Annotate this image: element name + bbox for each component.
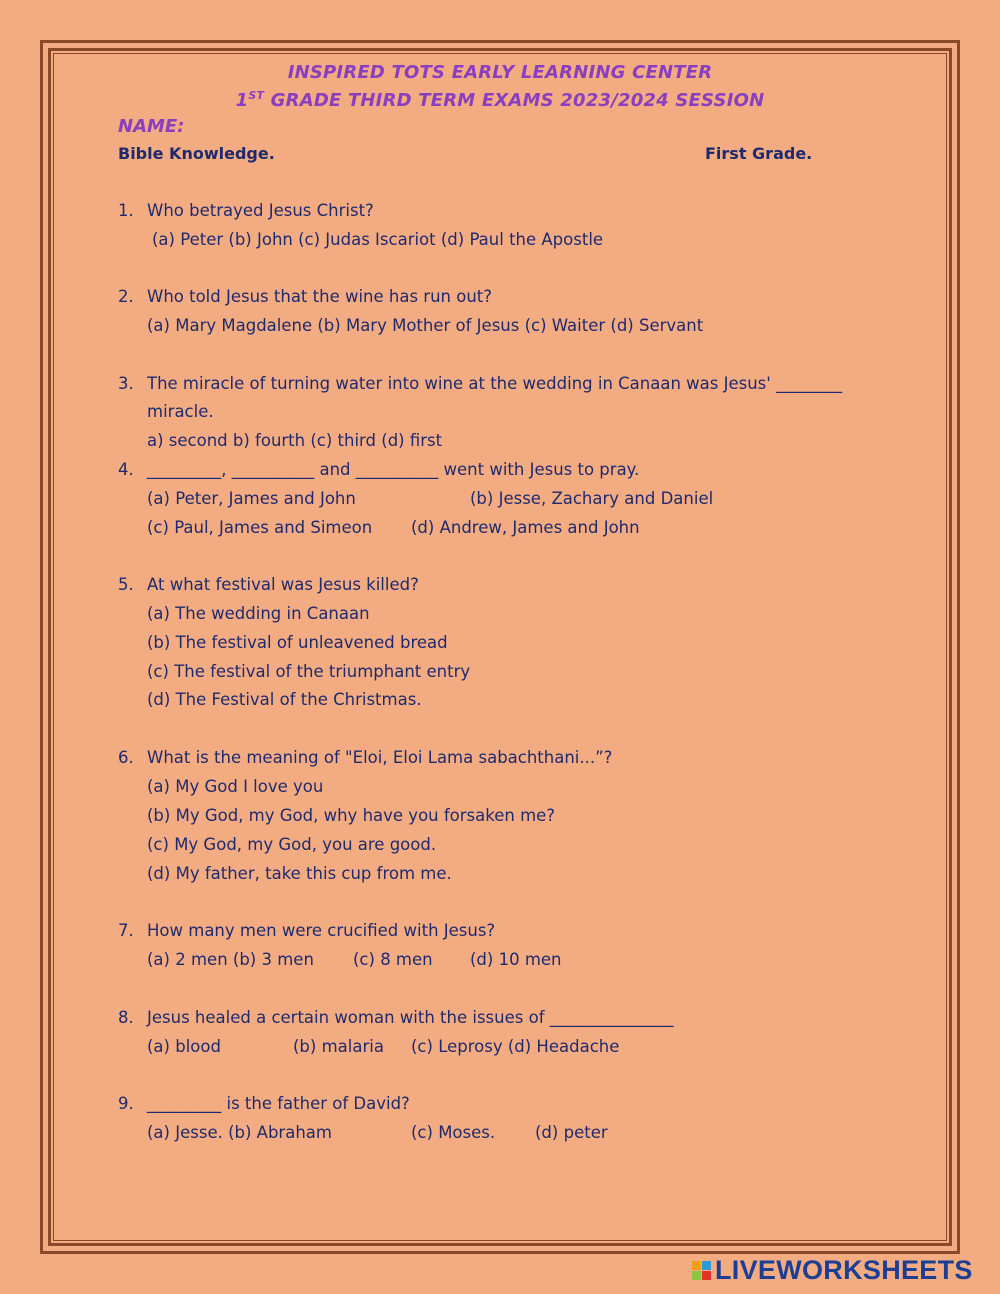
question-option: (c) Moses.: [411, 1123, 496, 1142]
subject-label: Bible Knowledge.: [118, 144, 275, 163]
question-options: (a) Peter (b) John (c) Judas Iscariot (d) Paul the Apostle: [152, 230, 604, 249]
question-number: 8.: [118, 1008, 134, 1027]
question-option: (c) Leprosy (d) Headache: [411, 1037, 620, 1056]
question-text: How many men were crucified with Jesus?: [147, 921, 496, 940]
question-option: (a) Jesse. (b) Abraham: [147, 1123, 332, 1142]
question-number: 6.: [118, 748, 134, 767]
question-option: (d) peter: [535, 1123, 608, 1142]
question-number: 7.: [118, 921, 134, 940]
question-text: _________, __________ and __________ went with Jesus to pray.: [147, 460, 640, 479]
question-option: (b) The festival of unleavened bread: [147, 633, 448, 652]
question-option: (c) Paul, James and Simeon: [147, 518, 373, 537]
grade-label: First Grade.: [705, 144, 813, 163]
question-option: (a) Peter, James and John: [147, 489, 356, 508]
question-options: a) second b) fourth (c) third (d) first: [147, 431, 443, 450]
question-number: 5.: [118, 575, 134, 594]
question-options: (a) Mary Magdalene (b) Mary Mother of Jesus (c) Waiter (d) Servant: [147, 316, 704, 335]
question-option: (a) 2 men (b) 3 men: [147, 950, 314, 969]
question-text: Who told Jesus that the wine has run out?: [147, 287, 493, 306]
question-option: (a) My God I love you: [147, 777, 324, 796]
question-number: 4.: [118, 460, 134, 479]
school-title: INSPIRED TOTS EARLY LEARNING CENTER: [287, 62, 713, 83]
exam-title: 1ST GRADE THIRD TERM EXAMS 2023/2024 SESSION: [235, 89, 765, 111]
name-label: NAME:: [118, 116, 185, 137]
question-option: (c) The festival of the triumphant entry: [147, 662, 471, 681]
question-number: 3.: [118, 374, 134, 393]
question-option: (b) Jesse, Zachary and Daniel: [470, 489, 714, 508]
question-option: (c) 8 men: [353, 950, 433, 969]
question-option: (d) My father, take this cup from me.: [147, 864, 452, 883]
question-option: (d) The Festival of the Christmas.: [147, 690, 422, 709]
question-text: _________ is the father of David?: [147, 1094, 410, 1113]
liveworksheets-logo[interactable]: [692, 1256, 973, 1284]
question-option: (d) 10 men: [470, 950, 562, 969]
question-text: What is the meaning of "Eloi, Eloi Lama sabachthani...”?: [147, 748, 613, 767]
logo-icon: [692, 1261, 711, 1280]
question-text: Jesus healed a certain woman with the issues of _______________: [147, 1008, 674, 1027]
question-option: (d) Andrew, James and John: [411, 518, 640, 537]
question-option: (b) malaria: [293, 1037, 384, 1056]
question-number: 9.: [118, 1094, 134, 1113]
question-text: At what festival was Jesus killed?: [147, 575, 419, 594]
question-text-continued: miracle.: [147, 402, 214, 421]
question-option: (a) The wedding in Canaan: [147, 604, 370, 623]
brand-name: LIVEWORKSHEETS: [715, 1254, 973, 1285]
question-option: (b) My God, my God, why have you forsaken me?: [147, 806, 556, 825]
question-option: (c) My God, my God, you are good.: [147, 835, 437, 854]
question-text: The miracle of turning water into wine at the wedding in Canaan was Jesus' ________: [147, 374, 843, 393]
question-number: 2.: [118, 287, 134, 306]
question-number: 1.: [118, 201, 134, 220]
question-text: Who betrayed Jesus Christ?: [147, 201, 374, 220]
question-option: (a) blood: [147, 1037, 221, 1056]
